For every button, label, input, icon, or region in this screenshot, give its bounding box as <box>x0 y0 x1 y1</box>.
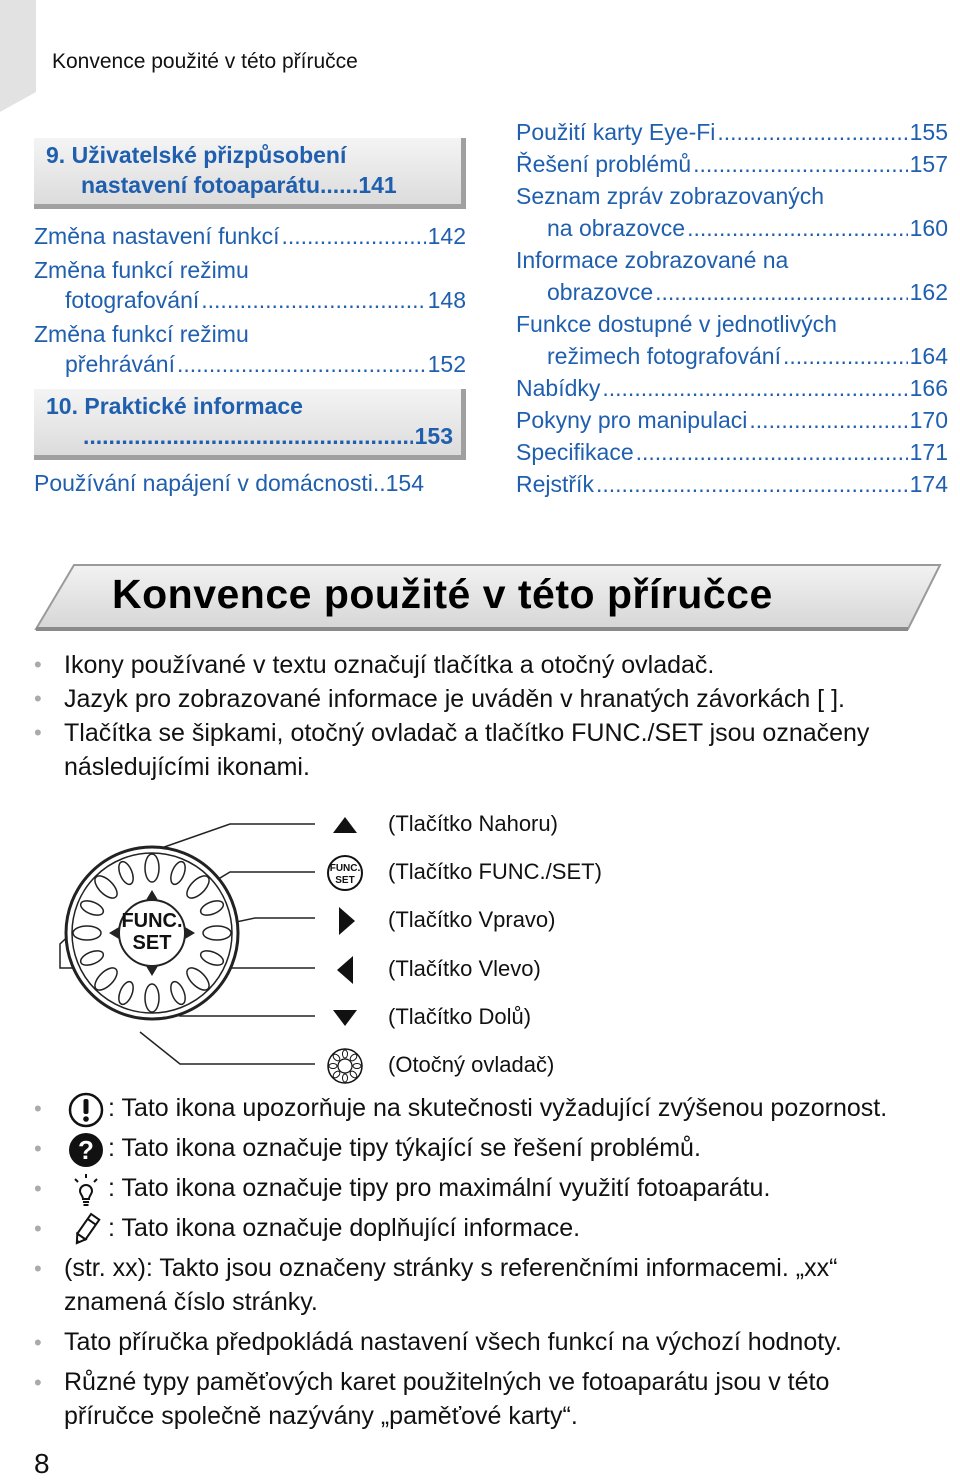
legend-text: (Tlačítko Dolů) <box>388 1004 532 1029</box>
toc-entry-reseni-problemu[interactable]: Řešení problémů ..... 157 <box>516 148 948 180</box>
legend-text: (Tlačítko Nahoru) <box>388 811 558 836</box>
chapter-10-title: 10. Praktické informace <box>46 393 303 419</box>
toc-entry-rejstrik[interactable]: Rejstřík ..... 174 <box>516 468 948 500</box>
right-arrow-icon <box>322 901 368 941</box>
legend-text: (Otočný ovladač) <box>388 1052 555 1077</box>
toc-entry-seznam-zprav[interactable]: na obrazovce ..... 160 <box>516 212 948 244</box>
section-banner <box>34 563 942 631</box>
legend-text: (Tlačítko FUNC./SET) <box>388 859 602 884</box>
toc-entry-nabidky[interactable]: Nabídky ..... 166 <box>516 372 948 404</box>
legend-row-func-set <box>322 853 682 893</box>
page-number: 8 <box>34 1448 50 1479</box>
bullet-item: • Jazyk pro zobrazované informace je uváděn v hranatých závorkách [ ]. <box>34 685 845 713</box>
toc-entry-rezim-prehravani[interactable]: přehrávání ..... 152 <box>34 349 466 379</box>
svg-text:SET: SET <box>335 875 355 886</box>
down-arrow-icon <box>322 998 368 1038</box>
intro-bullets <box>34 648 954 784</box>
svg-text:?: ? <box>78 1135 94 1165</box>
toc-entry-funkce[interactable]: režimech fotografování ..... 164 <box>516 340 948 372</box>
chapter-10-page-line: ..... 153 <box>46 421 453 451</box>
pencil-icon <box>68 1212 104 1248</box>
section-title: Konvence použité v této příručce <box>112 571 773 617</box>
question-icon <box>68 1132 104 1168</box>
toc-left-column <box>34 138 466 498</box>
bullet-item: • Ikony používané v textu označují tlačítka a otočný ovladač. <box>34 651 715 679</box>
legend-row-right <box>322 901 682 941</box>
chapter-9-title: 9. Uživatelské přizpůsobení <box>46 142 347 168</box>
dial-func-label: FUNC. <box>121 910 183 932</box>
up-arrow-icon <box>322 805 368 845</box>
svg-text:FUNC.: FUNC. <box>329 863 361 874</box>
legend-row-up <box>322 805 682 845</box>
toc-entry-rezim-fotografovani[interactable]: fotografování ..... 148 <box>34 285 466 315</box>
legend-text: (Tlačítko Vpravo) <box>388 907 556 932</box>
dial-set-label: SET <box>132 932 172 954</box>
toc-entry-specifikace[interactable]: Specifikace ..... 171 <box>516 436 948 468</box>
toc-entry-rezim-prehravani-l1[interactable]: Změna funkcí režimu <box>34 321 249 347</box>
bullet-item: • Tlačítka se šipkami, otočný ovladač a tlačítko FUNC./SET jsou označeny <box>34 719 870 747</box>
toc-entry-zmena-nastaveni[interactable]: Změna nastavení funkcí ..... 142 <box>34 221 466 251</box>
control-dial-icon <box>322 1046 368 1086</box>
func-set-icon <box>322 853 368 893</box>
toc-entry-seznam-zprav-l1[interactable]: Seznam zpráv zobrazovaných <box>516 183 825 209</box>
warning-icon <box>68 1092 104 1128</box>
legend-row-down <box>322 998 682 1038</box>
toc-entry-pokyny[interactable]: Pokyny pro manipulaci ..... 170 <box>516 404 948 436</box>
chapter-9-title-line2: nastavení fotoaparátu......141 <box>81 172 397 198</box>
bullet-item-continued: následujícími ikonami. <box>64 753 310 781</box>
running-header: Konvence použité v této příručce <box>52 50 358 73</box>
legend-text: (Tlačítko Vlevo) <box>388 956 541 981</box>
toc-entry-rezim-fotografovani-l1[interactable]: Změna funkcí režimu <box>34 257 249 283</box>
toc-entry-funkce-l1[interactable]: Funkce dostupné v jednotlivých <box>516 311 837 337</box>
legend-row-dial <box>322 1046 682 1086</box>
corner-tab <box>0 0 36 92</box>
toc-entry-informace-l1[interactable]: Informace zobrazované na <box>516 247 789 273</box>
toc-chapter-9[interactable] <box>34 138 466 209</box>
toc-chapter-10[interactable] <box>34 389 466 460</box>
toc-entry-eye-fi[interactable]: Použití karty Eye-Fi ..... 155 <box>516 116 948 148</box>
control-dial-illustration[interactable] <box>62 838 242 1028</box>
toc-right-column <box>516 116 948 500</box>
legend-row-left <box>322 950 682 990</box>
toc-entry-informace[interactable]: obrazovce ..... 162 <box>516 276 948 308</box>
lightbulb-icon <box>68 1172 104 1208</box>
toc-entry-napajeni[interactable]: Používání napájení v domácnosti..154 <box>34 470 424 496</box>
left-arrow-icon <box>322 950 368 990</box>
